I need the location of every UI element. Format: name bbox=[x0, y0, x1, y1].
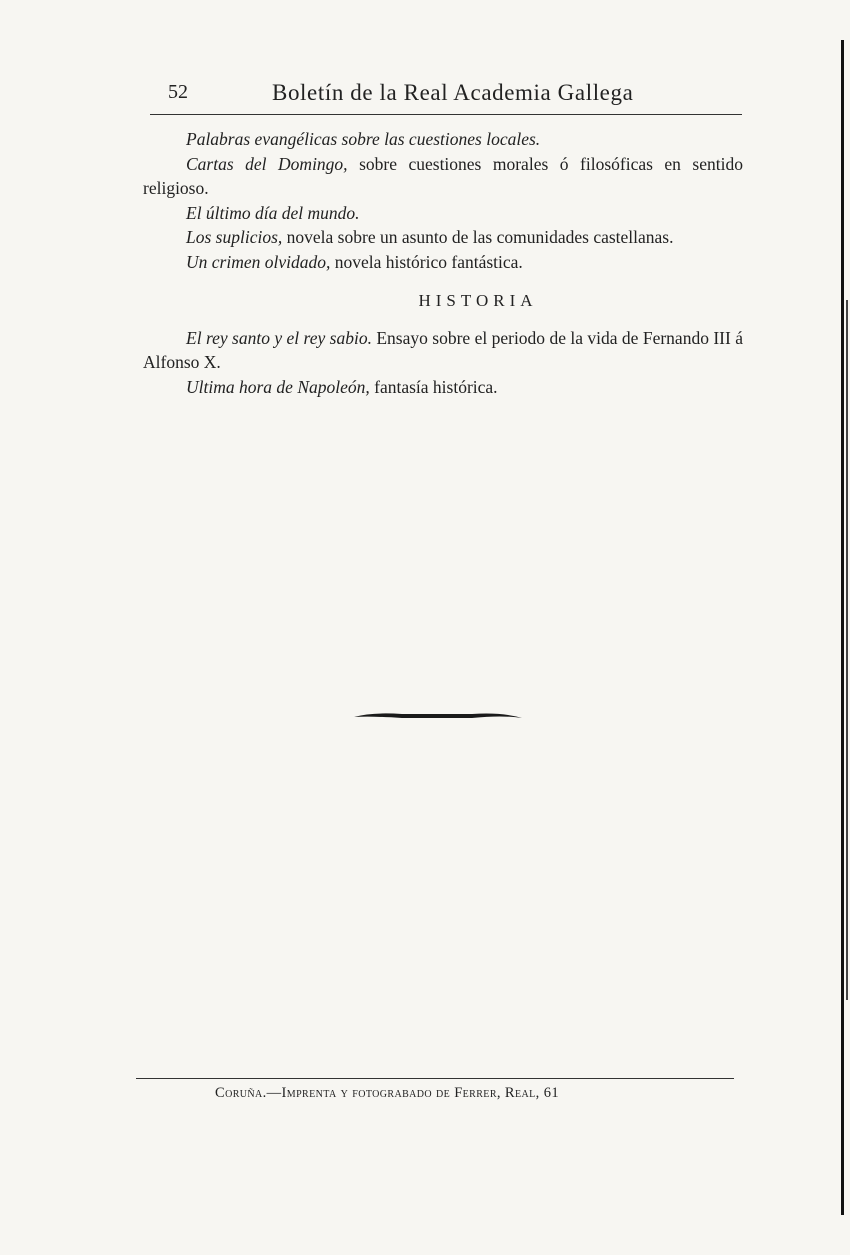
work-description: sobre cuestiones morales ó filosóficas en sentido religioso. bbox=[143, 153, 743, 198]
work-entry bbox=[143, 152, 743, 201]
end-ornament bbox=[352, 709, 524, 725]
work-title: El último día del mundo. bbox=[186, 202, 360, 223]
work-title: El rey santo y el rey sabio. bbox=[186, 327, 372, 348]
work-entry bbox=[143, 127, 743, 152]
printer-imprint: Coruña.—Imprenta y fotograbado de Ferrer, Real, 61 bbox=[215, 1085, 559, 1101]
section-heading: HISTORIA bbox=[418, 291, 538, 310]
work-title: Los suplicios, bbox=[186, 227, 283, 247]
page-number: 52 bbox=[168, 81, 188, 103]
work-title: Palabras evangélicas sobre las cuestiones locales. bbox=[186, 129, 541, 149]
work-entry bbox=[143, 250, 743, 275]
body-text bbox=[143, 127, 743, 399]
work-description: fantasía histórica. bbox=[369, 376, 498, 397]
work-entry bbox=[143, 225, 743, 250]
work-title: Un crimen olvidado, bbox=[186, 251, 331, 272]
running-title: Boletín de la Real Academia Gallega bbox=[272, 80, 634, 105]
footer-rule bbox=[136, 1078, 734, 1079]
work-description: novela histórico fantástica. bbox=[330, 251, 523, 272]
work-title: Ultima hora de Napoleón, bbox=[186, 376, 370, 397]
work-title: Cartas del Domingo, bbox=[186, 153, 348, 174]
history-entry bbox=[143, 375, 743, 400]
running-header bbox=[150, 78, 742, 115]
work-entry bbox=[143, 201, 743, 226]
page-edge-shadow bbox=[841, 40, 844, 1215]
history-entry bbox=[143, 326, 743, 375]
work-description: Ensayo sobre el periodo de la vida de Fernando III á Alfonso X. bbox=[143, 327, 743, 372]
page-edge-shadow bbox=[846, 300, 848, 1000]
work-description: novela sobre un asunto de las comunidades castellanas. bbox=[282, 227, 674, 247]
